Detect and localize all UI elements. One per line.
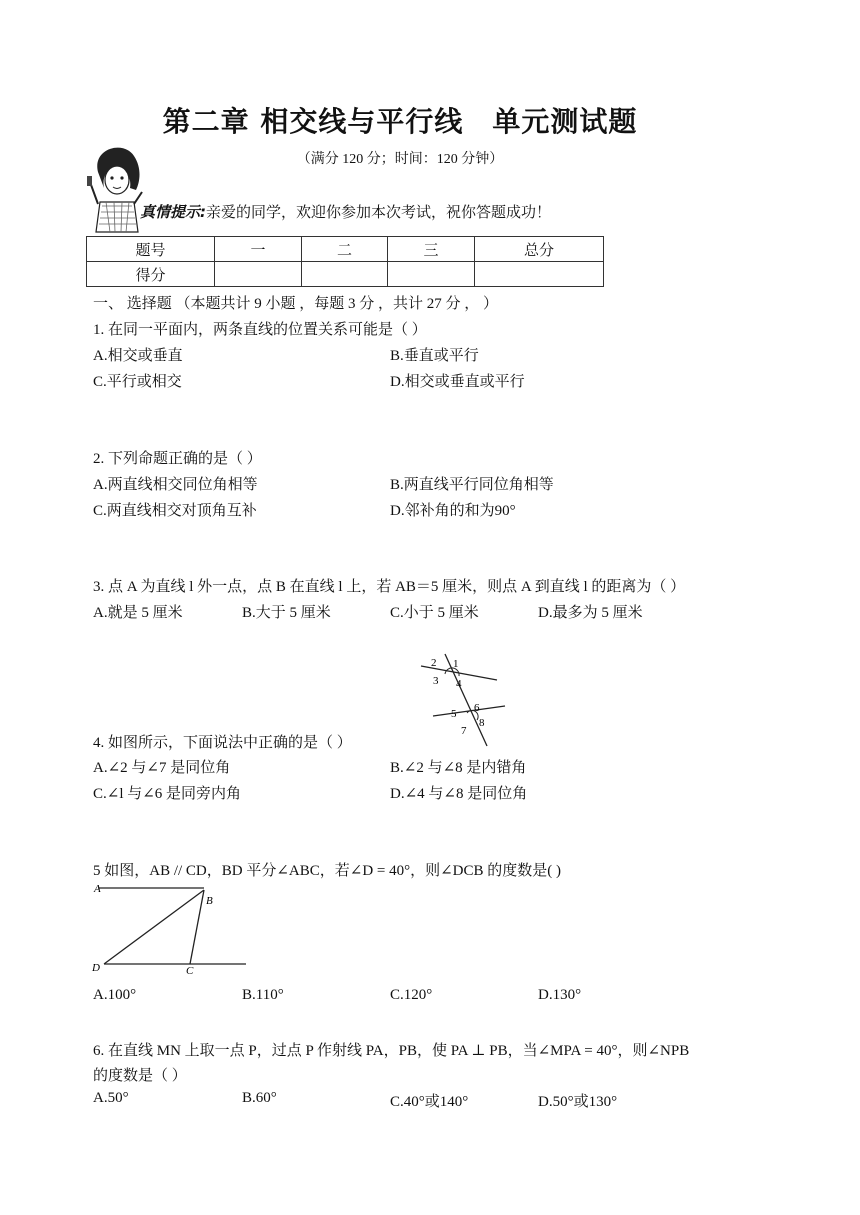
cartoon-girl-illustration [84,142,146,234]
question-2-option-b[interactable]: B.两直线平行同位角相等 [390,477,554,493]
question-1-stem: 1. 在同一平面内，两条直线的位置关系可能是（ ） [93,322,427,338]
question-6-option-a[interactable]: A.50° [93,1090,129,1106]
angle-label-1: 1 [453,658,459,670]
table-cell: 二 [302,237,388,262]
score-cell[interactable] [215,262,302,287]
score-cell[interactable] [475,262,604,287]
table-cell: 一 [215,237,302,262]
score-cell[interactable] [302,262,388,287]
question-1-option-b[interactable]: B.垂直或平行 [390,348,479,364]
question-3-stem: 3. 点 A 为直线 l 外一点，点 B 在直线 l 上，若 AB＝5 厘米，则点 A 到直线 l 的距离为（ ） [93,579,686,595]
score-table-header-row [87,237,604,262]
point-label-a: A [94,883,101,895]
question-5-option-a[interactable]: A.100° [93,987,137,1003]
angle-label-7: 7 [461,725,467,737]
point-label-d: D [92,962,100,974]
question-1-option-d[interactable]: D.相交或垂直或平行 [390,374,525,390]
angle-label-5: 5 [451,708,457,720]
question-6-stem-line2: 的度数是（ ） [93,1068,187,1084]
question-5-stem: 5 如图，AB // CD，BD 平分∠ABC，若∠D = 40°，则∠DCB 的度数是( ) [93,863,562,879]
table-cell: 得分 [87,262,215,287]
section-heading: 一、 选择题 （本题共计 9 小题 ，每题 3 分 ，共计 27 分 ， ） [93,296,499,312]
question-5-option-c[interactable]: C.120° [390,987,433,1003]
angle-label-2: 2 [431,657,437,669]
question-4-option-b[interactable]: B.∠2 与∠8 是内错角 [390,760,527,776]
score-table [86,236,604,287]
angle-label-8: 8 [479,717,485,729]
point-label-c: C [186,965,194,977]
angle-label-4: 4 [456,678,462,690]
tip-label: 真情提示: [140,203,206,221]
point-label-b: B [206,895,213,907]
figure-line-bc [190,890,204,964]
score-table-row [87,262,604,287]
question-4-option-a[interactable]: A.∠2 与∠7 是同位角 [93,760,231,776]
question-6-option-d[interactable]: D.50°或130° [538,1094,618,1110]
question-1-option-c[interactable]: C.平行或相交 [93,374,182,390]
score-cell[interactable] [388,262,475,287]
question-4-stem: 4. 如图所示，下面说法中正确的是（ ） [93,735,352,751]
table-cell: 三 [388,237,475,262]
question-2-option-c[interactable]: C.两直线相交对顶角互补 [93,503,257,519]
question-3-option-a[interactable]: A.就是 5 厘米 [93,605,183,621]
table-cell: 题号 [87,237,215,262]
question-4-figure [415,650,510,750]
question-2-option-d[interactable]: D.邻补角的和为90° [390,503,516,519]
angle-label-6: 6 [474,702,480,714]
question-6-stem-line1: 6. 在直线 MN 上取一点 P，过点 P 作射线 PA，PB，使 PA ⊥ PB，当∠MPA = 40°，则∠NPB [93,1043,690,1059]
question-3-option-c[interactable]: C.小于 5 厘米 [390,605,479,621]
question-4-option-c[interactable]: C.∠l 与∠6 是同旁内角 [93,786,242,802]
tip-text: 亲爱的同学，欢迎你参加本次考试，祝你答题成功！ [206,203,552,221]
question-2-option-a[interactable]: A.两直线相交同位角相等 [93,477,258,493]
question-1-option-a[interactable]: A.相交或垂直 [93,348,183,364]
question-6-option-c[interactable]: C.40°或140° [390,1094,469,1110]
question-4-option-d[interactable]: D.∠4 与∠8 是同位角 [390,786,528,802]
question-3-option-d[interactable]: D.最多为 5 厘米 [538,605,643,621]
angle-label-3: 3 [433,675,439,687]
question-3-option-b[interactable]: B.大于 5 厘米 [242,605,331,621]
figure-line-bd [104,890,204,964]
question-6-option-b[interactable]: B.60° [242,1090,277,1106]
exam-tip [140,201,551,222]
question-5-option-d[interactable]: D.130° [538,987,582,1003]
table-cell: 总分 [475,237,604,262]
question-5-figure [90,878,250,978]
question-2-stem: 2. 下列命题正确的是（ ） [93,451,262,467]
page-title: 第二章 相交线与平行线 单元测试题 [162,105,638,138]
page-subtitle: （满分 120 分；时间：120 分钟） [296,152,504,167]
question-5-option-b[interactable]: B.110° [242,987,284,1003]
